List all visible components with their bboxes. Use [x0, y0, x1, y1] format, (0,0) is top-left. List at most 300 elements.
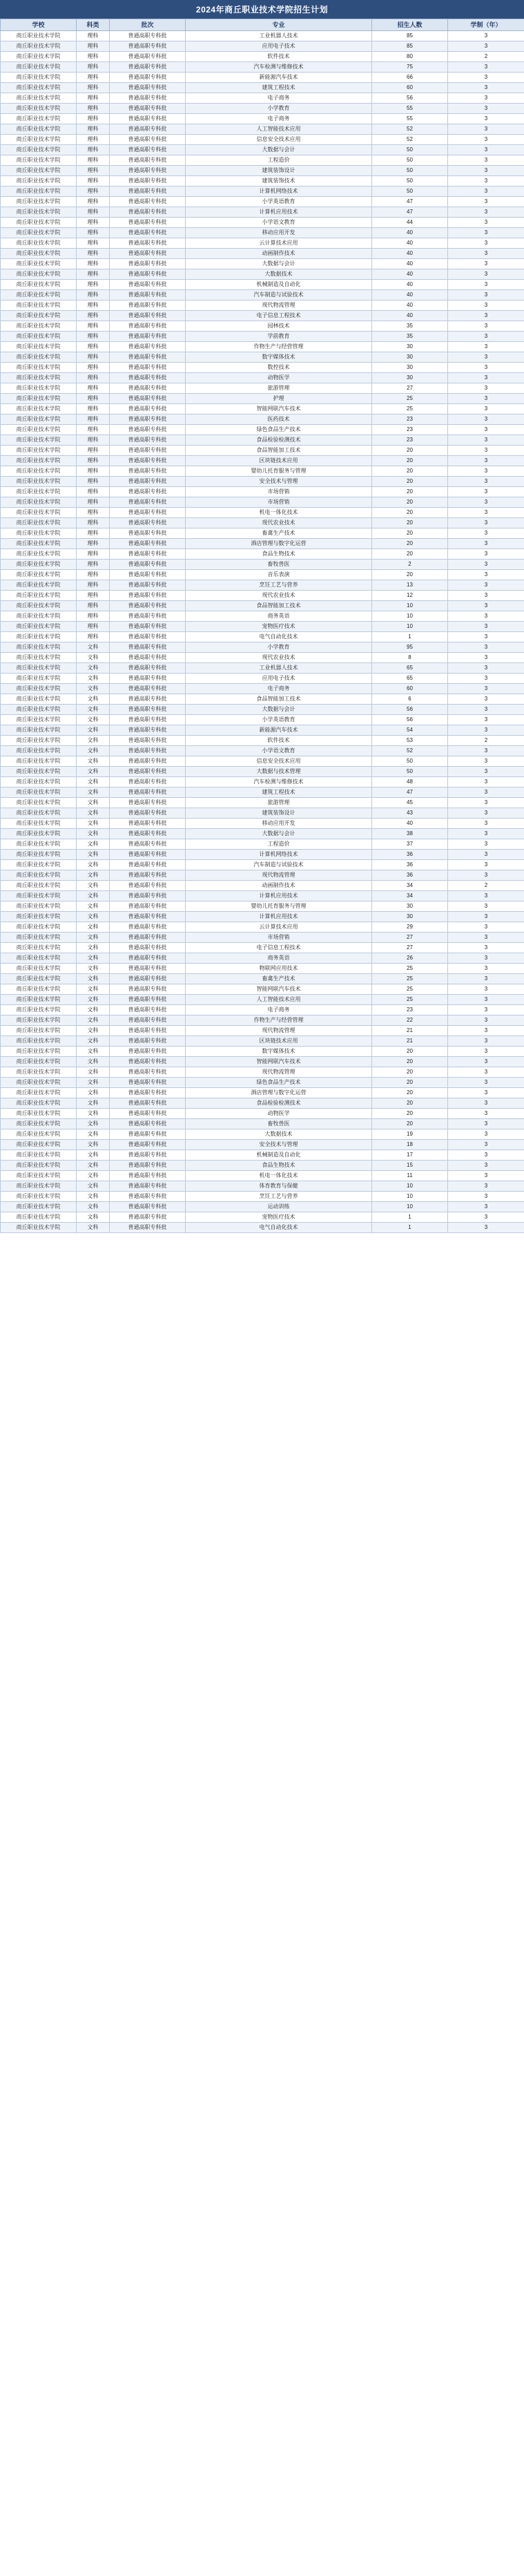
cell-school: 商丘职业技术学院 — [1, 715, 77, 725]
cell-branch: 理科 — [77, 176, 110, 187]
cell-school: 商丘职业技术学院 — [1, 984, 77, 995]
cell-batch: 普通高职专科批 — [110, 933, 186, 943]
table-row — [1, 819, 524, 829]
table-row — [1, 269, 524, 280]
table-row — [1, 124, 524, 135]
cell-school: 商丘职业技术学院 — [1, 653, 77, 663]
cell-batch: 普通高职专科批 — [110, 425, 186, 435]
cell-batch: 普通高职专科批 — [110, 228, 186, 238]
cell-quota: 38 — [372, 829, 448, 839]
cell-quota: 1 — [372, 632, 448, 642]
cell-duration: 3 — [448, 249, 524, 259]
cell-school: 商丘职业技术学院 — [1, 570, 77, 580]
cell-batch: 普通高职专科批 — [110, 290, 186, 300]
cell-school: 商丘职业技术学院 — [1, 518, 77, 528]
cell-duration: 3 — [448, 404, 524, 414]
cell-duration: 3 — [448, 1098, 524, 1109]
table-row — [1, 176, 524, 187]
cell-quota: 50 — [372, 176, 448, 187]
cell-batch: 普通高职专科批 — [110, 466, 186, 477]
cell-batch: 普通高职专科批 — [110, 601, 186, 611]
table-row — [1, 1161, 524, 1171]
cell-quota: 52 — [372, 135, 448, 145]
cell-quota: 30 — [372, 352, 448, 363]
table-row — [1, 280, 524, 290]
cell-branch: 理科 — [77, 446, 110, 456]
cell-branch: 理科 — [77, 290, 110, 300]
cell-school: 商丘职业技术学院 — [1, 114, 77, 124]
cell-school: 商丘职业技术学院 — [1, 1015, 77, 1026]
cell-duration: 3 — [448, 1140, 524, 1150]
cell-branch: 理科 — [77, 466, 110, 477]
cell-school: 商丘职业技术学院 — [1, 560, 77, 570]
cell-school: 商丘职业技术学院 — [1, 31, 77, 41]
cell-batch: 普通高职专科批 — [110, 611, 186, 622]
table-row — [1, 373, 524, 383]
cell-batch: 普通高职专科批 — [110, 1109, 186, 1119]
column-header-major: 专业 — [186, 19, 372, 31]
cell-batch: 普通高职专科批 — [110, 404, 186, 414]
cell-quota: 50 — [372, 767, 448, 777]
cell-major: 现代农业技术 — [186, 591, 372, 601]
cell-batch: 普通高职专科批 — [110, 124, 186, 135]
table-row — [1, 705, 524, 715]
cell-duration: 3 — [448, 943, 524, 953]
table-row — [1, 860, 524, 870]
cell-duration: 3 — [448, 870, 524, 881]
cell-duration: 3 — [448, 41, 524, 52]
cell-school: 商丘职业技术学院 — [1, 674, 77, 684]
cell-batch: 普通高职专科批 — [110, 373, 186, 383]
cell-branch: 文科 — [77, 1109, 110, 1119]
cell-duration: 3 — [448, 715, 524, 725]
cell-school: 商丘职业技术学院 — [1, 197, 77, 207]
cell-major: 机电一体化技术 — [186, 1171, 372, 1181]
cell-batch: 普通高职专科批 — [110, 73, 186, 83]
cell-major: 计算机应用技术 — [186, 891, 372, 901]
cell-batch: 普通高职专科批 — [110, 705, 186, 715]
cell-batch: 普通高职专科批 — [110, 725, 186, 736]
cell-quota: 60 — [372, 83, 448, 93]
cell-school: 商丘职业技术学院 — [1, 155, 77, 166]
table-row — [1, 539, 524, 549]
cell-duration: 3 — [448, 653, 524, 663]
cell-duration: 3 — [448, 228, 524, 238]
cell-quota: 10 — [372, 601, 448, 611]
cell-branch: 文科 — [77, 912, 110, 922]
cell-batch: 普通高职专科批 — [110, 580, 186, 591]
cell-duration: 3 — [448, 197, 524, 207]
cell-branch: 理科 — [77, 31, 110, 41]
cell-major: 旅游管理 — [186, 798, 372, 808]
cell-batch: 普通高职专科批 — [110, 891, 186, 901]
cell-quota: 56 — [372, 93, 448, 104]
cell-school: 商丘职业技术学院 — [1, 788, 77, 798]
cell-batch: 普通高职专科批 — [110, 456, 186, 466]
cell-school: 商丘职业技术学院 — [1, 176, 77, 187]
table-row — [1, 425, 524, 435]
cell-quota: 2 — [372, 560, 448, 570]
cell-school: 商丘职业技术学院 — [1, 1140, 77, 1150]
table-row — [1, 466, 524, 477]
cell-duration: 3 — [448, 435, 524, 446]
cell-duration: 3 — [448, 1181, 524, 1192]
cell-branch: 文科 — [77, 736, 110, 746]
cell-quota: 20 — [372, 570, 448, 580]
cell-batch: 普通高职专科批 — [110, 383, 186, 394]
cell-school: 商丘职业技术学院 — [1, 850, 77, 860]
cell-branch: 文科 — [77, 1202, 110, 1212]
cell-school: 商丘职业技术学院 — [1, 694, 77, 705]
cell-duration: 3 — [448, 259, 524, 269]
cell-branch: 文科 — [77, 881, 110, 891]
cell-quota: 1 — [372, 1223, 448, 1233]
cell-school: 商丘职业技术学院 — [1, 363, 77, 373]
cell-major: 数字媒体技术 — [186, 1047, 372, 1057]
table-row — [1, 663, 524, 674]
cell-branch: 文科 — [77, 808, 110, 819]
cell-branch: 文科 — [77, 1140, 110, 1150]
cell-batch: 普通高职专科批 — [110, 477, 186, 487]
cell-major: 大数据与会计 — [186, 259, 372, 269]
cell-school: 商丘职业技术学院 — [1, 332, 77, 342]
cell-school: 商丘职业技术学院 — [1, 767, 77, 777]
cell-major: 动画制作技术 — [186, 881, 372, 891]
cell-major: 婴幼儿托育服务与管理 — [186, 901, 372, 912]
cell-quota: 54 — [372, 725, 448, 736]
cell-school: 商丘职业技术学院 — [1, 798, 77, 808]
table-row — [1, 456, 524, 466]
table-row — [1, 218, 524, 228]
cell-school: 商丘职业技术学院 — [1, 41, 77, 52]
cell-branch: 文科 — [77, 694, 110, 705]
cell-branch: 理科 — [77, 114, 110, 124]
cell-major: 机械制造及自动化 — [186, 280, 372, 290]
cell-batch: 普通高职专科批 — [110, 528, 186, 539]
cell-school: 商丘职业技术学院 — [1, 539, 77, 549]
cell-batch: 普通高职专科批 — [110, 1088, 186, 1098]
cell-branch: 理科 — [77, 218, 110, 228]
cell-quota: 20 — [372, 466, 448, 477]
cell-major: 电子信息工程技术 — [186, 943, 372, 953]
cell-major: 云计算技术应用 — [186, 922, 372, 933]
cell-branch: 文科 — [77, 995, 110, 1005]
cell-quota: 20 — [372, 487, 448, 497]
cell-quota: 20 — [372, 508, 448, 518]
cell-duration: 3 — [448, 746, 524, 756]
cell-school: 商丘职业技术学院 — [1, 508, 77, 518]
cell-school: 商丘职业技术学院 — [1, 145, 77, 155]
cell-batch: 普通高职专科批 — [110, 756, 186, 767]
cell-duration: 3 — [448, 798, 524, 808]
cell-branch: 理科 — [77, 41, 110, 52]
cell-school: 商丘职业技术学院 — [1, 477, 77, 487]
cell-batch: 普通高职专科批 — [110, 1202, 186, 1212]
table-row — [1, 1057, 524, 1067]
table-row — [1, 528, 524, 539]
cell-quota: 50 — [372, 145, 448, 155]
cell-school: 商丘职业技术学院 — [1, 466, 77, 477]
cell-major: 大数据技术 — [186, 269, 372, 280]
cell-batch: 普通高职专科批 — [110, 653, 186, 663]
cell-quota: 10 — [372, 1202, 448, 1212]
cell-duration: 3 — [448, 280, 524, 290]
cell-batch: 普通高职专科批 — [110, 819, 186, 829]
cell-school: 商丘职业技术学院 — [1, 684, 77, 694]
cell-batch: 普通高职专科批 — [110, 995, 186, 1005]
cell-duration: 3 — [448, 632, 524, 642]
cell-batch: 普通高职专科批 — [110, 881, 186, 891]
cell-duration: 3 — [448, 922, 524, 933]
cell-batch: 普通高职专科批 — [110, 197, 186, 207]
table-row — [1, 104, 524, 114]
cell-school: 商丘职业技术学院 — [1, 1212, 77, 1223]
cell-major: 现代物流管理 — [186, 1026, 372, 1036]
cell-branch: 理科 — [77, 632, 110, 642]
cell-quota: 53 — [372, 736, 448, 746]
cell-duration: 3 — [448, 373, 524, 383]
cell-branch: 文科 — [77, 901, 110, 912]
cell-quota: 20 — [372, 1057, 448, 1067]
cell-duration: 3 — [448, 93, 524, 104]
cell-duration: 3 — [448, 674, 524, 684]
cell-batch: 普通高职专科批 — [110, 1119, 186, 1129]
cell-major: 学前教育 — [186, 332, 372, 342]
cell-quota: 23 — [372, 414, 448, 425]
cell-quota: 30 — [372, 373, 448, 383]
cell-duration: 3 — [448, 622, 524, 632]
cell-duration: 3 — [448, 187, 524, 197]
cell-major: 物联网应用技术 — [186, 964, 372, 974]
cell-batch: 普通高职专科批 — [110, 207, 186, 218]
cell-branch: 文科 — [77, 1150, 110, 1161]
cell-school: 商丘职业技术学院 — [1, 839, 77, 850]
cell-major: 市场营销 — [186, 487, 372, 497]
cell-branch: 理科 — [77, 135, 110, 145]
cell-major: 云计算技术应用 — [186, 238, 372, 249]
cell-branch: 理科 — [77, 591, 110, 601]
cell-duration: 3 — [448, 497, 524, 508]
cell-school: 商丘职业技术学院 — [1, 73, 77, 83]
cell-batch: 普通高职专科批 — [110, 570, 186, 580]
cell-major: 医药技术 — [186, 414, 372, 425]
cell-branch: 理科 — [77, 477, 110, 487]
cell-quota: 44 — [372, 218, 448, 228]
cell-school: 商丘职业技术学院 — [1, 933, 77, 943]
cell-school: 商丘职业技术学院 — [1, 352, 77, 363]
cell-school: 商丘职业技术学院 — [1, 870, 77, 881]
cell-branch: 理科 — [77, 259, 110, 269]
cell-duration: 3 — [448, 891, 524, 901]
cell-duration: 3 — [448, 850, 524, 860]
cell-quota: 35 — [372, 321, 448, 332]
cell-duration: 2 — [448, 736, 524, 746]
table-row — [1, 788, 524, 798]
cell-quota: 34 — [372, 891, 448, 901]
cell-branch: 理科 — [77, 414, 110, 425]
cell-batch: 普通高职专科批 — [110, 549, 186, 560]
cell-duration: 3 — [448, 62, 524, 73]
cell-quota: 19 — [372, 1129, 448, 1140]
cell-school: 商丘职业技术学院 — [1, 394, 77, 404]
column-header-quota: 招生人数 — [372, 19, 448, 31]
table-row — [1, 1171, 524, 1181]
table-row — [1, 207, 524, 218]
cell-quota: 20 — [372, 539, 448, 549]
table-row — [1, 332, 524, 342]
cell-quota: 40 — [372, 259, 448, 269]
cell-quota: 55 — [372, 114, 448, 124]
cell-batch: 普通高职专科批 — [110, 984, 186, 995]
cell-batch: 普通高职专科批 — [110, 1212, 186, 1223]
cell-duration: 3 — [448, 1129, 524, 1140]
cell-school: 商丘职业技术学院 — [1, 549, 77, 560]
table-row — [1, 321, 524, 332]
cell-quota: 22 — [372, 1015, 448, 1026]
cell-batch: 普通高职专科批 — [110, 104, 186, 114]
table-row — [1, 1078, 524, 1088]
cell-school: 商丘职业技术学院 — [1, 777, 77, 788]
cell-major: 小学语文教育 — [186, 746, 372, 756]
cell-batch: 普通高职专科批 — [110, 974, 186, 984]
table-row — [1, 518, 524, 528]
table-row — [1, 694, 524, 705]
cell-branch: 文科 — [77, 1171, 110, 1181]
table-row — [1, 352, 524, 363]
cell-branch: 理科 — [77, 435, 110, 446]
cell-batch: 普通高职专科批 — [110, 798, 186, 808]
cell-major: 建筑工程技术 — [186, 83, 372, 93]
cell-quota: 1 — [372, 1212, 448, 1223]
cell-duration: 3 — [448, 767, 524, 777]
table-row — [1, 684, 524, 694]
cell-duration: 3 — [448, 145, 524, 155]
cell-quota: 23 — [372, 1005, 448, 1015]
cell-quota: 60 — [372, 684, 448, 694]
cell-batch: 普通高职专科批 — [110, 1098, 186, 1109]
cell-school: 商丘职业技术学院 — [1, 1171, 77, 1181]
cell-branch: 理科 — [77, 425, 110, 435]
cell-major: 小学教育 — [186, 104, 372, 114]
cell-branch: 理科 — [77, 311, 110, 321]
table-row — [1, 62, 524, 73]
cell-branch: 文科 — [77, 1098, 110, 1109]
cell-major: 畜禽生产技术 — [186, 528, 372, 539]
cell-quota: 45 — [372, 798, 448, 808]
cell-quota: 36 — [372, 850, 448, 860]
table-row — [1, 611, 524, 622]
cell-quota: 20 — [372, 1109, 448, 1119]
cell-major: 旅游管理 — [186, 383, 372, 394]
cell-major: 食品智能加工技术 — [186, 446, 372, 456]
cell-batch: 普通高职专科批 — [110, 1150, 186, 1161]
cell-branch: 文科 — [77, 653, 110, 663]
cell-branch: 理科 — [77, 73, 110, 83]
cell-branch: 文科 — [77, 984, 110, 995]
cell-major: 移动应用开发 — [186, 819, 372, 829]
table-row — [1, 912, 524, 922]
cell-duration: 3 — [448, 1150, 524, 1161]
cell-duration: 3 — [448, 332, 524, 342]
cell-branch: 理科 — [77, 342, 110, 352]
cell-major: 建筑工程技术 — [186, 788, 372, 798]
cell-school: 商丘职业技术学院 — [1, 300, 77, 311]
cell-major: 电子商务 — [186, 1005, 372, 1015]
table-row — [1, 114, 524, 124]
cell-major: 电子信息工程技术 — [186, 311, 372, 321]
cell-major: 食品智能加工技术 — [186, 694, 372, 705]
cell-major: 移动应用开发 — [186, 228, 372, 238]
table-row — [1, 477, 524, 487]
cell-duration: 3 — [448, 135, 524, 145]
cell-major: 大数据与会计 — [186, 705, 372, 715]
column-header-school: 学校 — [1, 19, 77, 31]
cell-branch: 文科 — [77, 933, 110, 943]
table-row — [1, 850, 524, 860]
cell-major: 电子商务 — [186, 93, 372, 104]
cell-school: 商丘职业技术学院 — [1, 860, 77, 870]
cell-major: 畜牧兽医 — [186, 1119, 372, 1129]
cell-major: 现代物流管理 — [186, 870, 372, 881]
cell-duration: 3 — [448, 487, 524, 497]
cell-branch: 文科 — [77, 891, 110, 901]
cell-school: 商丘职业技术学院 — [1, 642, 77, 653]
cell-major: 软件技术 — [186, 736, 372, 746]
cell-quota: 25 — [372, 974, 448, 984]
table-row — [1, 1067, 524, 1078]
cell-quota: 20 — [372, 1119, 448, 1129]
cell-branch: 文科 — [77, 1078, 110, 1088]
cell-school: 商丘职业技术学院 — [1, 497, 77, 508]
cell-batch: 普通高职专科批 — [110, 352, 186, 363]
cell-duration: 3 — [448, 995, 524, 1005]
cell-branch: 文科 — [77, 1026, 110, 1036]
cell-quota: 47 — [372, 197, 448, 207]
cell-major: 工业机器人技术 — [186, 663, 372, 674]
cell-batch: 普通高职专科批 — [110, 114, 186, 124]
cell-duration: 3 — [448, 414, 524, 425]
cell-quota: 40 — [372, 228, 448, 238]
cell-school: 商丘职业技术学院 — [1, 808, 77, 819]
cell-school: 商丘职业技术学院 — [1, 487, 77, 497]
cell-duration: 3 — [448, 528, 524, 539]
cell-duration: 3 — [448, 477, 524, 487]
cell-duration: 3 — [448, 352, 524, 363]
cell-school: 商丘职业技术学院 — [1, 705, 77, 715]
cell-batch: 普通高职专科批 — [110, 446, 186, 456]
table-row — [1, 1140, 524, 1150]
cell-quota: 27 — [372, 943, 448, 953]
cell-duration: 3 — [448, 705, 524, 715]
cell-quota: 40 — [372, 311, 448, 321]
cell-branch: 理科 — [77, 497, 110, 508]
cell-major: 工业机器人技术 — [186, 31, 372, 41]
cell-batch: 普通高职专科批 — [110, 280, 186, 290]
cell-school: 商丘职业技术学院 — [1, 725, 77, 736]
cell-school: 商丘职业技术学院 — [1, 953, 77, 964]
cell-batch: 普通高职专科批 — [110, 1161, 186, 1171]
cell-duration: 3 — [448, 1088, 524, 1098]
cell-branch: 文科 — [77, 1192, 110, 1202]
cell-batch: 普通高职专科批 — [110, 622, 186, 632]
cell-school: 商丘职业技术学院 — [1, 435, 77, 446]
cell-branch: 理科 — [77, 238, 110, 249]
cell-branch: 理科 — [77, 456, 110, 466]
cell-quota: 20 — [372, 497, 448, 508]
table-row — [1, 52, 524, 62]
cell-branch: 文科 — [77, 922, 110, 933]
table-row — [1, 1192, 524, 1202]
